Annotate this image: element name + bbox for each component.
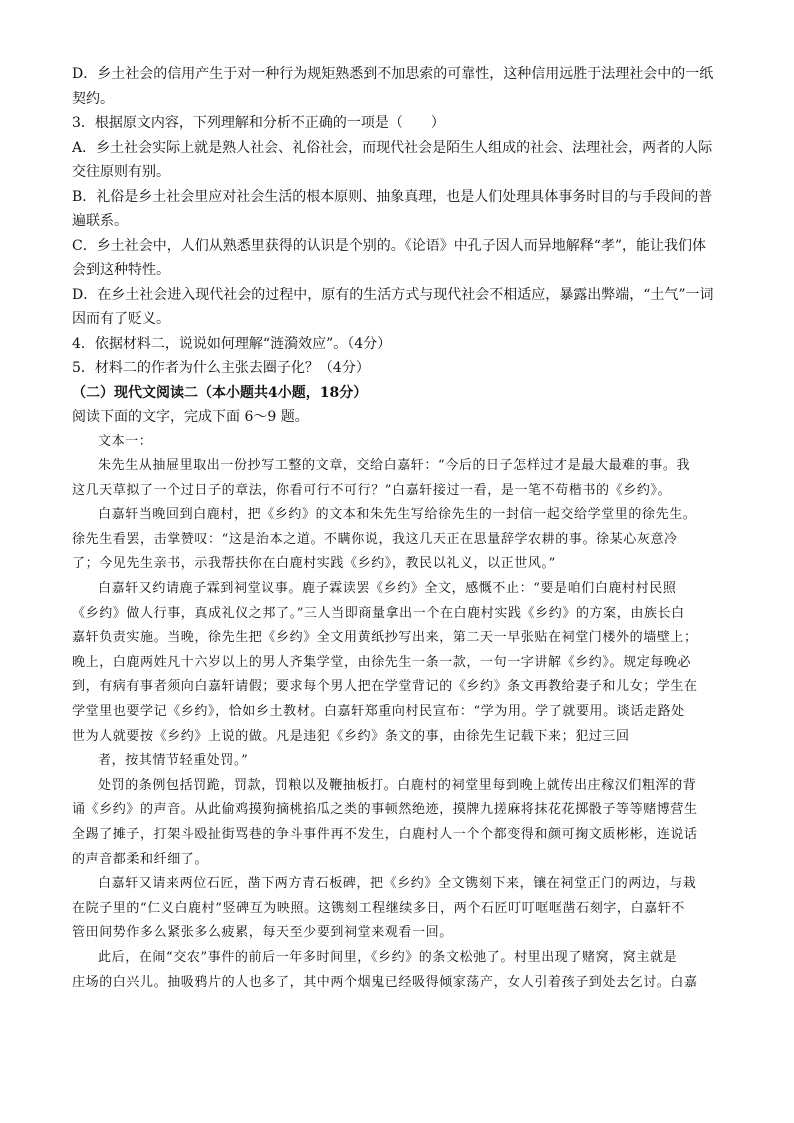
passage-line: 的声音都柔和纤细了。 [72,851,209,867]
passage-line: 晚上，白鹿两姓凡十六岁以上的男人齐集学堂，由徐先生一条一款，一句一字讲解《乡约》。规定每晚必 [72,654,692,670]
question-4: 4．依据材料二，说说如何理解“涟漪效应”。（4分） [72,335,392,352]
passage-line: 处罚的条例包括罚跪，罚款，罚粮以及鞭抽板打。白鹿村的祠堂里每到晚上就传出庄稼汉们粗浑的背 [98,777,697,793]
option-d-line-2: 契约。 [72,90,114,107]
passage-line: 白嘉轩当晚回到白鹿村，把《乡约》的文本和朱先生写给徐先生的一封信一起交给学堂里的徐先生。 [98,507,697,523]
passage-line: 诵《乡约》的声音。从此偷鸡摸狗摘桃掐瓜之类的事顿然绝迹，摸牌九搓麻将抹花花掷骰子等等赌博营生 [72,802,698,818]
option-c-line-1: C．乡土社会中，人们从熟悉里获得的认识是个别的。《论语》中孔子因人而异地解释“孝”，能让我们体 [72,237,707,254]
option-a-line-2: 交往原则有别。 [72,164,170,180]
passage-line: 这几天草拟了一个过日子的章法，你看可行不可行？”白嘉轩接过一看，是一笔不苟楷书的《乡约》。 [72,482,672,498]
passage-line: 嘉轩负责实施。当晚，徐先生把《乡约》全文用黄纸抄写出来，第二天一早张贴在祠堂门楼外的墙壁上； [72,630,698,646]
passage-text [72,430,724,996]
passage-line: 管田间势作多么紧张多么疲累，每天至少要到祠堂来观看一回。 [72,925,453,941]
passage-line: 朱先生从抽屉里取出一份抄写工整的文章，交给白嘉轩：“今后的日子怎样过才是最大最难的事。我 [98,458,691,474]
passage-label: 文本一： [98,433,153,449]
passage-line: 庄场的白兴儿。抽吸鸦片的人也多了，其中两个烟鬼已经吸得倾家荡产，女人引着孩子到处去乞讨。白嘉 [72,974,698,990]
option-c-line-2: 会到这种特性。 [72,262,170,278]
passage-line: 徐先生看罢，击掌赞叹：“这是治本之道。不瞒你说，我这几天正在思量辞学农耕的事。徐某心灰意冷 [72,531,678,547]
question-3-stem: 3．根据原文内容，下列理解和分析不正确的一项是（ ） [72,115,445,131]
passage-line: 《乡约》做人行事，真成礼仪之邦了。”三人当即商量拿出一个在白鹿村实践《乡约》的方案，由族长白 [72,605,685,621]
option-d-line-1: D．乡土社会的信用产生于对一种行为规矩熟悉到不加思索的可靠性，这种信用远胜于法理社会中的一纸 [72,66,714,82]
question-block [72,62,724,381]
option-b-line-1: B．礼俗是乡土社会里应对社会生活的根本原则、抽象真理，也是人们处理具体事务时目的与手段间的普 [72,188,713,205]
passage-line: 者，按其情节轻重处罚。” [98,753,249,769]
passage-line: 在院子里的“仁义白鹿村”竖碑互为映照。这镌刻工程继续多日，两个石匠叮叮哐哐凿石刻字，白嘉轩不 [72,900,685,916]
passage-line: 到，有病有事者须向白嘉轩请假；要求每个男人把在学堂背记的《乡约》条文再教给妻子和儿女；学生在 [72,679,698,695]
option-d2-line-1: D．在乡土社会进入现代社会的过程中，原有的生活方式与现代社会不相适应，暴露出弊端，“土气”一词 [72,286,714,303]
passage-line: 白嘉轩又约请鹿子霖到祠堂议事。鹿子霖读罢《乡约》全文，感慨不止：“要是咱们白鹿村村民照 [98,581,677,597]
option-d2-line-2: 因而有了贬义。 [72,311,170,327]
passage-line: 全踢了摊子，打架斗殴扯街骂巷的争斗事件再不发生，白鹿村人一个个都变得和颜可掬文质彬彬，连说话 [72,827,698,842]
passage-line: 白嘉轩又请来两位石匠，凿下两方青石板碑，把《乡约》全文镌刻下来，镶在祠堂正门的两边，与栽 [98,876,697,892]
passage-line: 了；今见先生亲书，示我帮扶你在白鹿村实践《乡约》，教民以礼义，以正世风。” [72,556,556,572]
section-heading: （二）现代文阅读二（本小题共4小题，18分） [72,384,368,401]
passage-line: 学堂里也要学记《乡约》，恰如乡土教材。白嘉轩郑重向村民宣布：“学为用。学了就要用。谈话走路处 [72,704,685,720]
reading-instruction: 阅读下面的文字，完成下面 6～9 题。 [72,409,309,425]
document-page [72,62,724,995]
passage-line: 此后，在闹“交农”事件的前后一年多时间里，《乡约》的条文松弛了。村里出现了赌窝，窝主就是 [98,949,678,965]
passage-line: 世为人就要按《乡约》上说的做。凡是违犯《乡约》条文的事，由徐先生记载下来；犯过三回 [72,728,630,744]
question-5: 5．材料二的作者为什么主张去圈子化？（4分） [72,360,370,376]
option-a-line-1: A．乡土社会实际上就是熟人社会、礼俗社会，而现代社会是陌生人组成的社会、法理社会，两者的人际 [72,139,713,156]
option-b-line-2: 遍联系。 [72,213,128,229]
